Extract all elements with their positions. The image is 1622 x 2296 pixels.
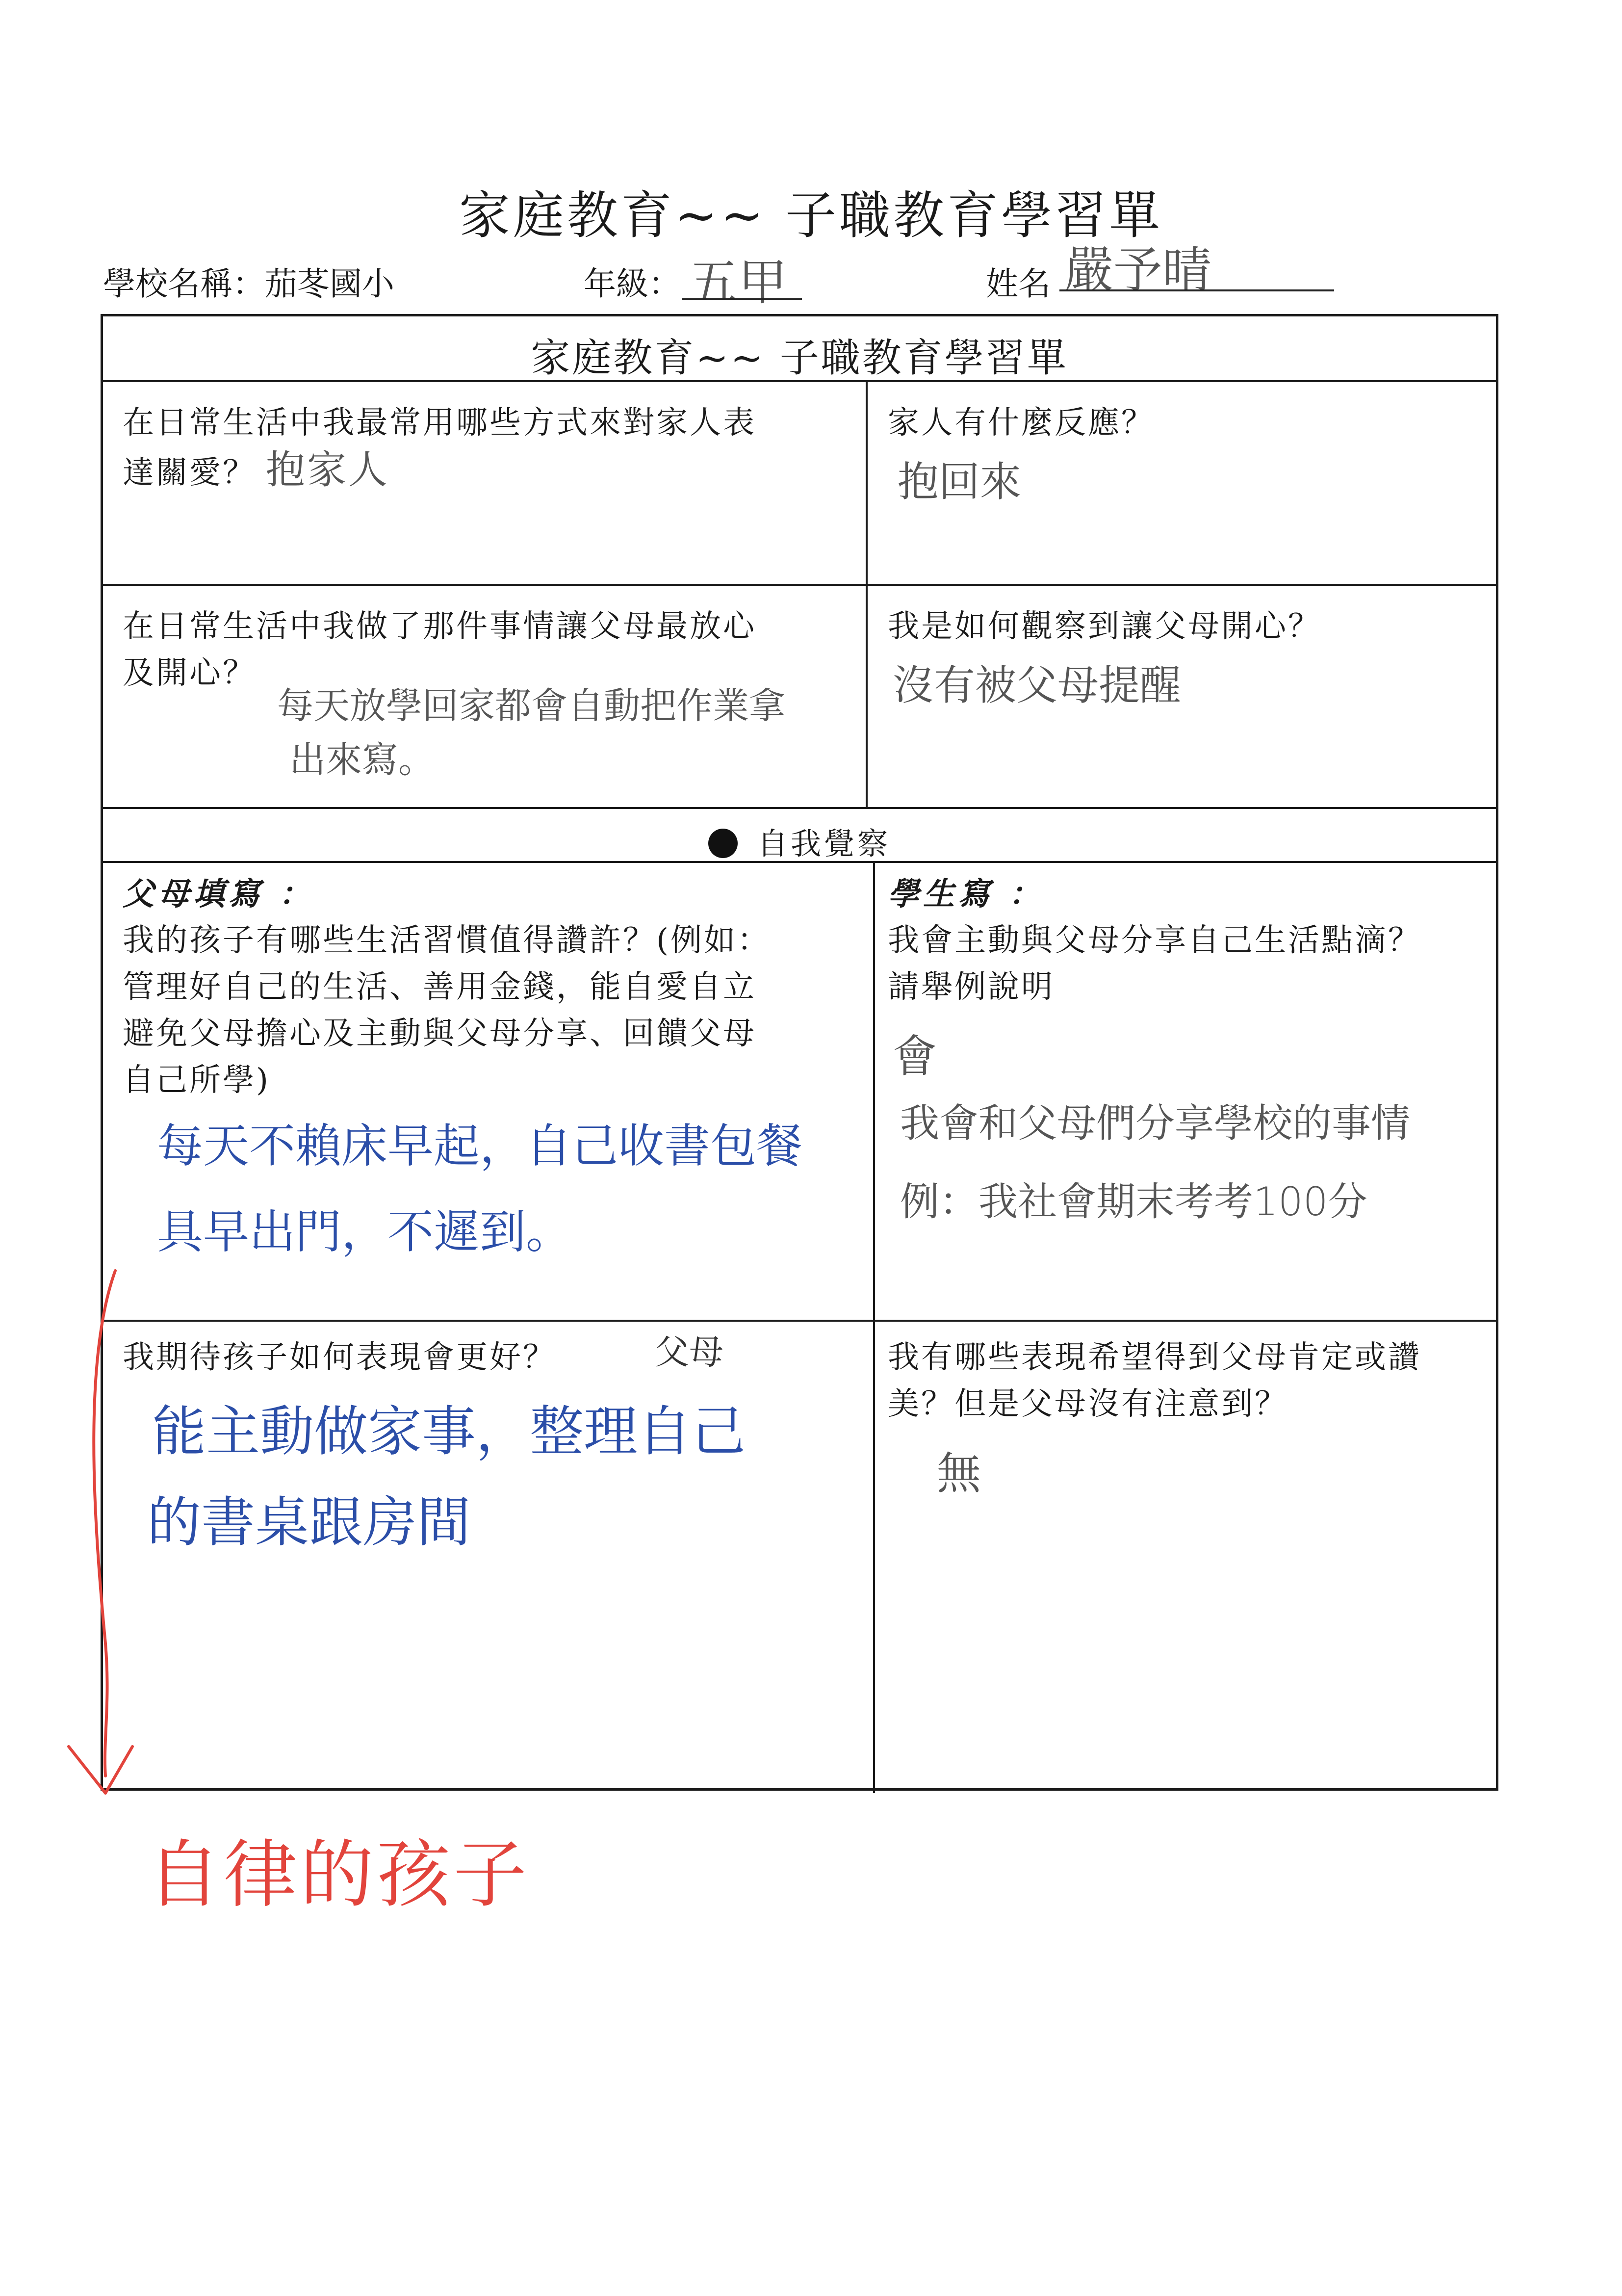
- parent-question-line: 管理好自己的生活、善用金錢，能自愛自立: [123, 969, 756, 1005]
- row-divider: [103, 380, 1496, 382]
- name-label: 姓名: [986, 265, 1051, 303]
- row-divider: [103, 584, 1496, 586]
- parent-question-line: 避免父母擔心及主動與父母分享、回饋父母: [123, 1016, 756, 1052]
- column-divider: [866, 380, 868, 807]
- parent-answer-line2: 具早出門，不遲到。: [157, 1205, 572, 1259]
- student-question: [888, 871, 1421, 1011]
- q1-question-line2-text: 達關愛？: [123, 455, 256, 491]
- q1-answer: 抱家人: [266, 447, 389, 493]
- q3-answer-line1: 每天放學回家都會自動把作業拿: [277, 685, 785, 727]
- q5-answer-line1: 能主動做家事，整理自己: [152, 1400, 746, 1463]
- grade-value: 五甲: [689, 254, 787, 311]
- q6-question: [888, 1334, 1421, 1428]
- q5-signer: 父母: [655, 1332, 723, 1372]
- q5-question: [123, 1334, 556, 1381]
- section-title: [103, 819, 1496, 863]
- student-question-line: 請舉例說明: [888, 969, 1055, 1005]
- q2-answer: 抱回來: [898, 458, 1022, 506]
- q4-answer: 沒有被父母提醒: [893, 661, 1182, 709]
- q6-question-line1: 我有哪些表現希望得到父母肯定或讚: [888, 1339, 1421, 1376]
- student-label: 學生寫 ：: [888, 876, 1044, 913]
- q4-question: 我是如何觀察到讓父母開心？: [888, 608, 1321, 645]
- row-divider: [103, 807, 1496, 809]
- worksheet-table: [101, 314, 1498, 1791]
- bullet-icon: [708, 829, 738, 858]
- q2-question: 家人有什麼反應？: [888, 405, 1155, 441]
- q6-answer: 無: [937, 1448, 981, 1499]
- row-divider: [103, 1320, 1496, 1322]
- parent-answer-line1: 每天不賴床早起，自己收書包餐: [157, 1120, 803, 1173]
- parent-label: 父母填寫 ：: [123, 876, 314, 913]
- parent-question-line: 我的孩子有哪些生活習慣值得讚許？(例如：: [123, 922, 771, 959]
- q1-question-line2: [123, 446, 756, 496]
- name-value: 嚴予晴: [1064, 241, 1211, 299]
- student-answer-line1: 會: [893, 1031, 937, 1082]
- red-arrow-icon: [49, 1261, 147, 1815]
- q3-question-line2: 及開心？: [123, 655, 256, 691]
- q3-question-line1: 在日常生活中我做了那件事情讓父母最放心: [123, 608, 756, 645]
- q6-question-line2: 美？但是父母沒有注意到？: [888, 1386, 1288, 1422]
- q5-question-text: 我期待孩子如何表現會更好？: [123, 1339, 556, 1376]
- grade-underline: [682, 298, 802, 300]
- q3-answer-line2: 出來寫。: [289, 739, 435, 781]
- grade-label: 年級：: [584, 265, 681, 303]
- student-answer-line2: 我會和父母們分享學校的事情: [900, 1100, 1410, 1146]
- page-title: 家庭教育~~ 子職教育學習單: [459, 185, 1163, 245]
- table-title: 家庭教育~~ 子職教育學習單: [531, 335, 1068, 381]
- parent-question-line: 自己所學): [123, 1062, 270, 1098]
- teacher-comment: 自律的孩子: [147, 1832, 530, 1918]
- section-title-text: 自我覺察: [757, 826, 891, 861]
- school-name: 學校名稱：茄苳國小: [103, 265, 394, 303]
- parent-question: [123, 871, 771, 1104]
- student-question-line: 我會主動與父母分享自己生活點滴？: [888, 922, 1421, 959]
- student-answer-line3: 例：我社會期末考考100分: [900, 1179, 1367, 1225]
- column-divider: [873, 861, 875, 1793]
- q1-question: [123, 400, 756, 496]
- q1-question-line1: 在日常生活中我最常用哪些方式來對家人表: [123, 405, 756, 441]
- q5-answer-line2: 的書桌跟房間: [147, 1491, 471, 1554]
- name-underline: [1059, 289, 1334, 291]
